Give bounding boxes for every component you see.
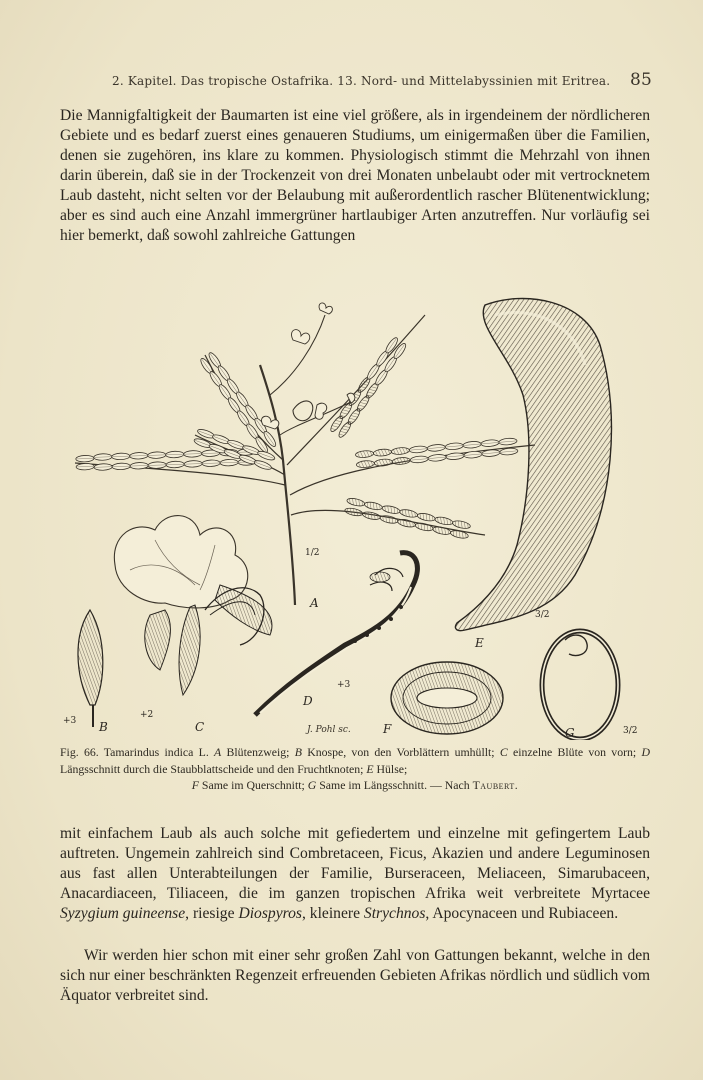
paragraph-3: Wir werden hier schon mit einer sehr großen Zahl von Gattungen bekannt, welche in den sich nur einer beschränkten Regenzeit erfreuenden Gebieten Afrikas nördlich und südlich vom Äquator verbreitet sind.	[60, 947, 650, 1004]
label-B: B	[99, 720, 108, 734]
label-C: C	[195, 720, 205, 734]
tamarind-illustration	[55, 285, 655, 740]
caption-text-D: Längsschnitt durch die Staubblattscheide und den Fruchtknoten;	[60, 761, 364, 776]
taxon-strychnos: Strychnos	[363, 905, 426, 922]
page-number: 85	[629, 70, 652, 90]
taxon-diospyros: Diospyros	[238, 905, 302, 922]
caption-letter-C: C	[499, 745, 508, 759]
caption-letter-A: A	[214, 745, 222, 759]
pod-E	[455, 298, 611, 650]
caption-text-G: Same im Längsschnitt. — Nach	[319, 778, 470, 792]
scale-G: 3/2	[623, 726, 638, 736]
caption-text-F: Same im Querschnitt;	[201, 778, 305, 792]
caption-text-E: Hülse;	[376, 761, 408, 776]
paragraph-2-text-d: , Apocynaceen und Rubiaceen.	[425, 905, 619, 922]
caption-text-B: Knospe, von den Vorblättern umhüllt;	[307, 745, 495, 759]
artist-signature: J. Pohl sc.	[307, 725, 351, 735]
running-head-title: 2. Kapitel. Das tropische Ostafrika. 13. Nord- und Mittelabyssinien mit Eritrea.	[112, 74, 611, 88]
caption-text-A: Blütenzweig;	[226, 745, 290, 759]
paragraph-1: Die Mannigfaltigkeit der Baumarten ist eine viel größere, als in irgendeinem der nördlicheren Gebiete und es bedarf zuerst eines genaueren Studiums, um einigermaßen über die Familien, denen sie zugehören, ins klare zu kommen. Physiologisch stimmt die Mehrzahl von ihnen darin überein, daß sie in der Trockenzeit von drei Monaten unbelaubt oder mit vertrocknetem Laub dasteht, nicht selten vor der Belaubung mit außerordentlich rascher Blütenentwicklung; aber es sind auch eine Anzahl immergrüner hartlaubiger Arten anzutreffen. Nur vorläufig sei hier bemerkt, daß sowohl zahlreiche Gattungen	[60, 107, 650, 244]
figure-66	[55, 285, 655, 740]
caption-letter-F: F	[191, 778, 199, 792]
caption-author: Taubert.	[472, 778, 519, 792]
caption-letter-G: G	[307, 778, 317, 792]
caption-species: Tamarindus indica L.	[103, 745, 209, 759]
scale-A: 1/2	[305, 548, 320, 558]
caption-text-C: einzelne Blüte von vorn;	[512, 745, 637, 759]
label-G: G	[565, 726, 575, 740]
paragraph-2-text-c: , kleinere	[301, 905, 360, 922]
caption-letter-B: B	[294, 745, 302, 759]
paragraph-2-text-a: mit einfachem Laub als auch solche mit gefiedertem und einzelne mit gefingertem Laub auftreten. Ungemein zahlreich sind Combretaceen, Ficus, Akazien und andere Leguminosen aus fast allen Unterabteilungen der Familie, Burseraceen, Meliaceen, Simarubaceen, Anacardiaceen, Tiliaceen, die im ganzen tropischen Afrika weit verbreitete Myrtacee	[60, 825, 650, 902]
scale-B: +3	[63, 716, 77, 726]
figure-caption	[60, 744, 650, 794]
flower-C	[114, 516, 272, 734]
label-F: F	[383, 722, 392, 736]
caption-fig-number: Fig. 66.	[60, 745, 99, 759]
bud-B	[63, 610, 108, 734]
caption-letter-E: E	[366, 761, 374, 776]
label-D: D	[303, 694, 313, 708]
caption-last-line	[60, 777, 650, 794]
scale-C: +2	[140, 710, 154, 720]
label-E: E	[475, 636, 484, 650]
scale-D: +3	[337, 680, 351, 690]
label-A: A	[310, 596, 319, 610]
scale-E: 3/2	[535, 610, 550, 620]
taxon-syzygium: Syzygium guineense	[60, 905, 186, 922]
seed-G	[542, 631, 637, 740]
seed-F	[382, 662, 503, 736]
paragraph-2	[60, 824, 650, 924]
paragraph-2-text-b: , riesige	[185, 905, 235, 922]
caption-letter-D: D	[641, 745, 651, 759]
